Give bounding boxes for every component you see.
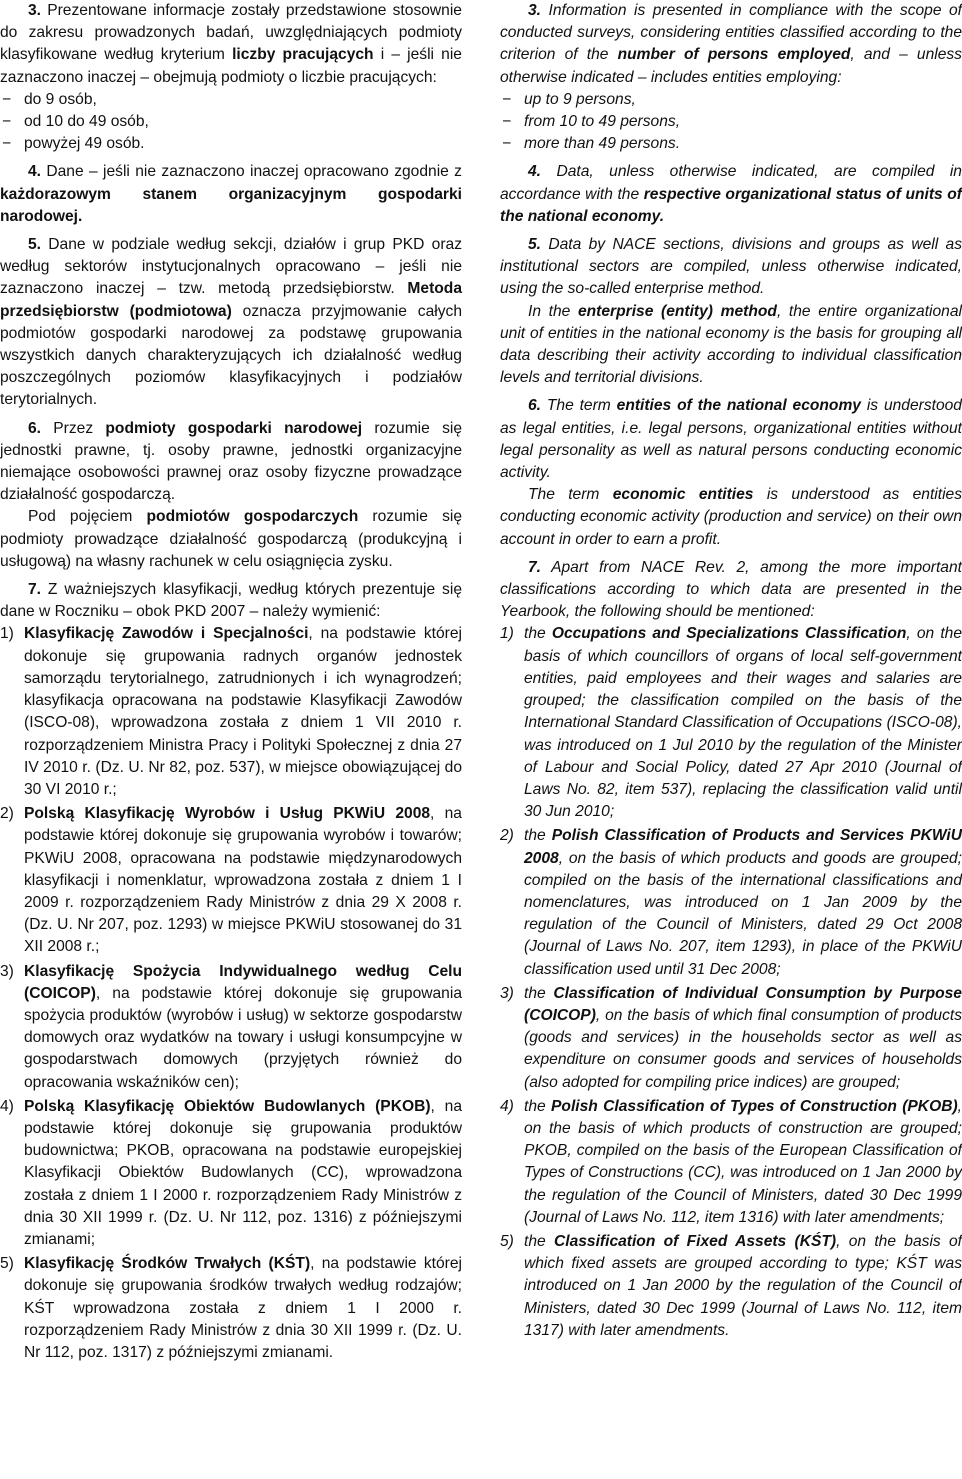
list-number: 3) (500, 984, 514, 1002)
en-p4-bold: respective organizational status of units of the national economy. (500, 185, 962, 225)
item-text: , na podstawie której dokonuje się grupowania radnych organów jednostek samorządu terytorialnego, zatrudnionych i ich wynagrodzeń; klasyfikacja opracowana na podstawie Klasyfikacji Zawodów (ISCO-08), wprowadzona została z dniem 1 VII 2010 r. rozporządzeniem Ministra Pracy i Polityki Społecznej z dnia 27 IV 2010 r. (Dz. U. Nr 82, poz. 537), w miejsce obowiązującej do 30 VI 2010 r.; (24, 625, 463, 798)
list-item (0, 623, 462, 801)
en-p5-sub-bold: enterprise (entity) method (577, 302, 777, 320)
pl-p4-text-a: Dane – jeśli nie zaznaczono inaczej opracowano zgodnie z (46, 163, 462, 181)
en-p6-sub-bold: economic entities (612, 486, 754, 504)
item-pre: the (524, 827, 552, 845)
list-item (500, 983, 962, 1094)
en-paragraph-6-sub (500, 484, 962, 551)
pl-paragraph-5 (0, 234, 462, 412)
item-title: Klasyfikację Zawodów i Specjalności (24, 625, 309, 643)
en-p6-text-a: The term (546, 397, 617, 415)
list-item (500, 1096, 962, 1229)
pl-p6-sub-a: Pod pojęciem (28, 508, 147, 526)
item-title: Classification of Individual Consumption by Purpose (COICOP) (524, 984, 962, 1024)
item-title: Classification of Fixed Assets (KŚT) (553, 1232, 837, 1250)
item-text: , on the basis of which councillors of organs of local self-government entities, paid employees and their wages and salaries are grouped; the classification compiled on the basis of the International Standard Classification of Occupations (ISCO-08), was introduced on 1 Jul 2010 by the regulation of the Minister of Labour and Social Policy, dated 27 Apr 2010 (Journal of Laws No. 82, item 537), replacing the classification valid until 30 Jun 2010; (524, 625, 962, 821)
item-title: Polską Klasyfikację Obiektów Budowlanych (PKOB) (24, 1097, 431, 1115)
en-p4-number: 4. (528, 163, 542, 181)
pl-p3-text-b: i – jeśli nie zaznaczono inaczej – obejmują podmioty o liczbie pracujących: (0, 46, 462, 86)
en-p7-number: 7. (528, 558, 542, 576)
item-pre: the (524, 984, 554, 1002)
pl-p5-text-b: oznacza przyjmowanie całych podmiotów gospodarki narodowej za podstawę grupowania wszystkich danych charakteryzujących ich działalność według poszczególnych poziomów klasyfikacyjnych i podziałów terytorialnych. (0, 302, 463, 409)
en-paragraph-3 (500, 0, 962, 89)
en-p6-sub-b: is understood as entities conducting economic activity (production and service) on their own account in order to earn a profit. (500, 486, 962, 548)
pl-p6-sub-b: rozumie się podmioty prowadzące działalność gospodarczą (produkcyjną i usługową) na własny rachunek w celu osiągnięcia zysku. (0, 508, 463, 570)
en-p3-text-b: , and – unless otherwise indicated – includes entities employing: (500, 46, 962, 86)
en-paragraph-7 (500, 557, 962, 624)
en-paragraph-6 (500, 395, 962, 484)
list-item (500, 825, 962, 980)
list-number: 1) (500, 625, 514, 643)
list-item: − from 10 to 49 persons, (500, 111, 962, 133)
item-title: Klasyfikację Spożycia Indywidualnego według Celu (COICOP) (24, 962, 462, 1002)
list-item: − more than 49 persons. (500, 133, 962, 155)
en-p5-number: 5. (528, 236, 542, 254)
list-item (500, 623, 962, 823)
en-p5-sub-b: , the entire organizational unit of entities in the national economy is the basis for grouping all data describing their activity according to individual classification levels and territorial divisions. (500, 302, 962, 387)
en-paragraph-5-sub (500, 301, 962, 390)
pl-paragraph-3 (0, 0, 462, 89)
pl-p6-bold: podmioty gospodarki narodowej (105, 419, 363, 437)
en-p3-text-a: Information is presented in compliance with the scope of conducted surveys, considering entities classified according to the criterion of the (500, 2, 962, 64)
pl-p5-bold: Metoda przedsiębiorstw (podmiotowa) (0, 280, 462, 320)
item-text: , on the basis of which products of construction are grouped; PKOB, compiled on the basis of the European Classification of Types of Constructions (CC), was introduced on 1 Jan 2000 by the regulation of the Council of Ministers, dated 30 Dec 1999 (Journal of Laws No. 112, item 1316) with later amendments; (524, 1097, 962, 1226)
item-text: , na podstawie której dokonuje się grupowania produktów budownictwa; PKOB, opracowana na podstawie europejskiej Klasyfikacji Obiektów Budowlanych (CC), wprowadzona została z dniem 1 I 2000 r. rozporządzeniem Rady Ministrów z dnia 30 XII 1999 r. (Dz. U. Nr 112, poz. 1316) z późniejszymi zmianami; (24, 1097, 463, 1248)
pl-p4-number: 4. (28, 163, 42, 181)
pl-p4-bold: każdorazowym stanem organizacyjnym gospodarki narodowej. (0, 185, 462, 225)
list-item: − up to 9 persons, (500, 89, 962, 111)
item-pre: the (524, 625, 552, 643)
pl-paragraph-6-sub (0, 506, 462, 573)
list-item (0, 1253, 462, 1364)
list-number: 2) (0, 805, 14, 823)
pl-paragraph-6 (0, 418, 462, 507)
pl-p5-text-a: Dane w podziale według sekcji, działów i grup PKD oraz według sektorów instytucjonalnych opracowano – jeśli nie zaznaczono inaczej – tzw. metodą przedsiębiorstw. (0, 236, 462, 298)
item-title: Klasyfikację Środków Trwałych (KŚT) (24, 1255, 311, 1273)
en-p6-sub-a: The term (528, 486, 613, 504)
list-number: 4) (500, 1097, 514, 1115)
list-number: 1) (0, 625, 14, 643)
en-p5-sub-a: In the (528, 302, 578, 320)
pl-p6-number: 6. (28, 419, 42, 437)
en-paragraph-5 (500, 234, 962, 301)
item-text: , na podstawie której dokonuje się grupowania spożycia produktów (wyrobów i usług) w sektorze gospodarstw domowych oraz wydatków na towary i usługi konsumpcyjne w gospodarstwach domowych (przyjętych również do opracowania wskaźników cen); (24, 984, 462, 1091)
pl-paragraph-7 (0, 579, 462, 623)
list-item (0, 1096, 462, 1251)
item-pre: the (524, 1097, 552, 1115)
en-paragraph-4 (500, 161, 962, 228)
en-p3-bold: number of persons employed (617, 46, 851, 64)
pl-paragraph-4 (0, 161, 462, 228)
pl-p5-number: 5. (28, 236, 42, 254)
pl-p3-text-a: Prezentowane informacje zostały przedstawione stosownie do zakresu prowadzonych badań, uwzględniających podmioty klasyfikowane według kryterium (0, 2, 462, 64)
en-p3-list (500, 89, 962, 156)
en-p3-number: 3. (528, 2, 542, 19)
pl-p7-intro: Z ważniejszych klasyfikacji, według których prezentuje się dane w Roczniku – obok PKD 2007 – należy wymienić: (0, 581, 462, 621)
polish-column (0, 0, 462, 1366)
list-item (500, 1231, 962, 1342)
en-p6-number: 6. (528, 397, 542, 415)
list-item (0, 961, 462, 1094)
list-item: − do 9 osób, (0, 89, 462, 111)
pl-classification-list (0, 623, 462, 1364)
pl-p3-bold: liczby pracujących (232, 46, 374, 64)
list-number: 5) (0, 1255, 14, 1273)
item-text: , on the basis of which products and goods are grouped; compiled on the basis of the international classifications and nomenclatures, was introduced on 1 Jan 2009 by the regulation of the Council of Ministers, dated 29 Oct 2008 (Journal of Laws No. 207, item 1293), in place of the PKWiU classification used until 31 Dec 2008; (524, 849, 962, 978)
pl-p6-text-b: rozumie się jednostki prawne, tj. osoby prawne, jednostki organizacyjne niemające osobowości prawnej oraz osoby fizyczne prowadzące działalność gospodarczą. (0, 419, 463, 504)
en-p5-text-a: Data by NACE sections, divisions and groups as well as institutional sectors are compiled, unless otherwise indicated, using the so-called enterprise method. (500, 236, 962, 298)
item-title: Polish Classification of Types of Construction (PKOB) (551, 1097, 958, 1115)
item-text: , na podstawie której dokonuje się grupowania wyrobów i towarów; PKWiU 2008, opracowana na podstawie międzynarodowych klasyfikacji i nomenklatur, wprowadzona została z dniem 1 I 2009 r. rozporządzeniem Rady Ministrów z dnia 29 X 2008 r. (Dz. U. Nr 207, poz. 1293) w miejsce PKWiU stosowanej do 31 XII 2008 r.; (24, 805, 462, 956)
item-title: Occupations and Specializations Classification (551, 625, 907, 643)
en-p6-bold: entities of the national economy (616, 397, 861, 415)
list-number: 2) (500, 827, 514, 845)
list-number: 5) (500, 1232, 514, 1250)
english-column (500, 0, 962, 1344)
item-text: , na podstawie której dokonuje się grupowania środków trwałych według rodzajów; KŚT wprowadzona została z dniem 1 I 2000 r. rozporządzeniem Rady Ministrów z dnia 30 XII 1999 r. (Dz. U. Nr 112, poz. 1317) z późniejszymi zmianami. (24, 1255, 462, 1361)
item-pre: the (524, 1232, 554, 1250)
item-title: Polską Klasyfikację Wyrobów i Usług PKWiU 2008 (24, 805, 431, 823)
pl-p7-number: 7. (28, 581, 42, 599)
list-item (0, 803, 462, 958)
en-p7-intro: Apart from NACE Rev. 2, among the more important classifications according to which data are presented in the Yearbook, the following should be mentioned: (500, 558, 962, 621)
item-text: , on the basis of which final consumption of products (goods and services) in the households sector as well as expenditure on consumer goods and services of households (also adopted for compiling price indices) are grouped; (524, 1006, 962, 1091)
pl-p3-number: 3. (28, 2, 42, 19)
list-item: − od 10 do 49 osób, (0, 111, 462, 133)
en-classification-list (500, 623, 962, 1342)
pl-p6-text-a: Przez (53, 419, 106, 437)
en-p6-text-b: is understood as legal entities, i.e. legal persons, organizational entities without legal personality as well as natural persons conducting economic activity. (500, 397, 962, 482)
item-text: , on the basis of which fixed assets are grouped according to type; KŚT was introduced on 1 Jan 2000 by the regulation of the Council of Ministers, dated 30 Dec 1999 (Journal of Laws No. 112, item 1317) with later amendments. (524, 1232, 962, 1339)
list-number: 3) (0, 962, 14, 980)
en-p4-text-a: Data, unless otherwise indicated, are compiled in accordance with the (500, 163, 962, 203)
pl-p6-sub-bold: podmiotów gospodarczych (146, 508, 359, 526)
pl-p3-list (0, 89, 462, 156)
list-item: − powyżej 49 osób. (0, 133, 462, 155)
list-number: 4) (0, 1097, 14, 1115)
item-title: Polish Classification of Products and Services PKWiU 2008 (524, 827, 962, 867)
